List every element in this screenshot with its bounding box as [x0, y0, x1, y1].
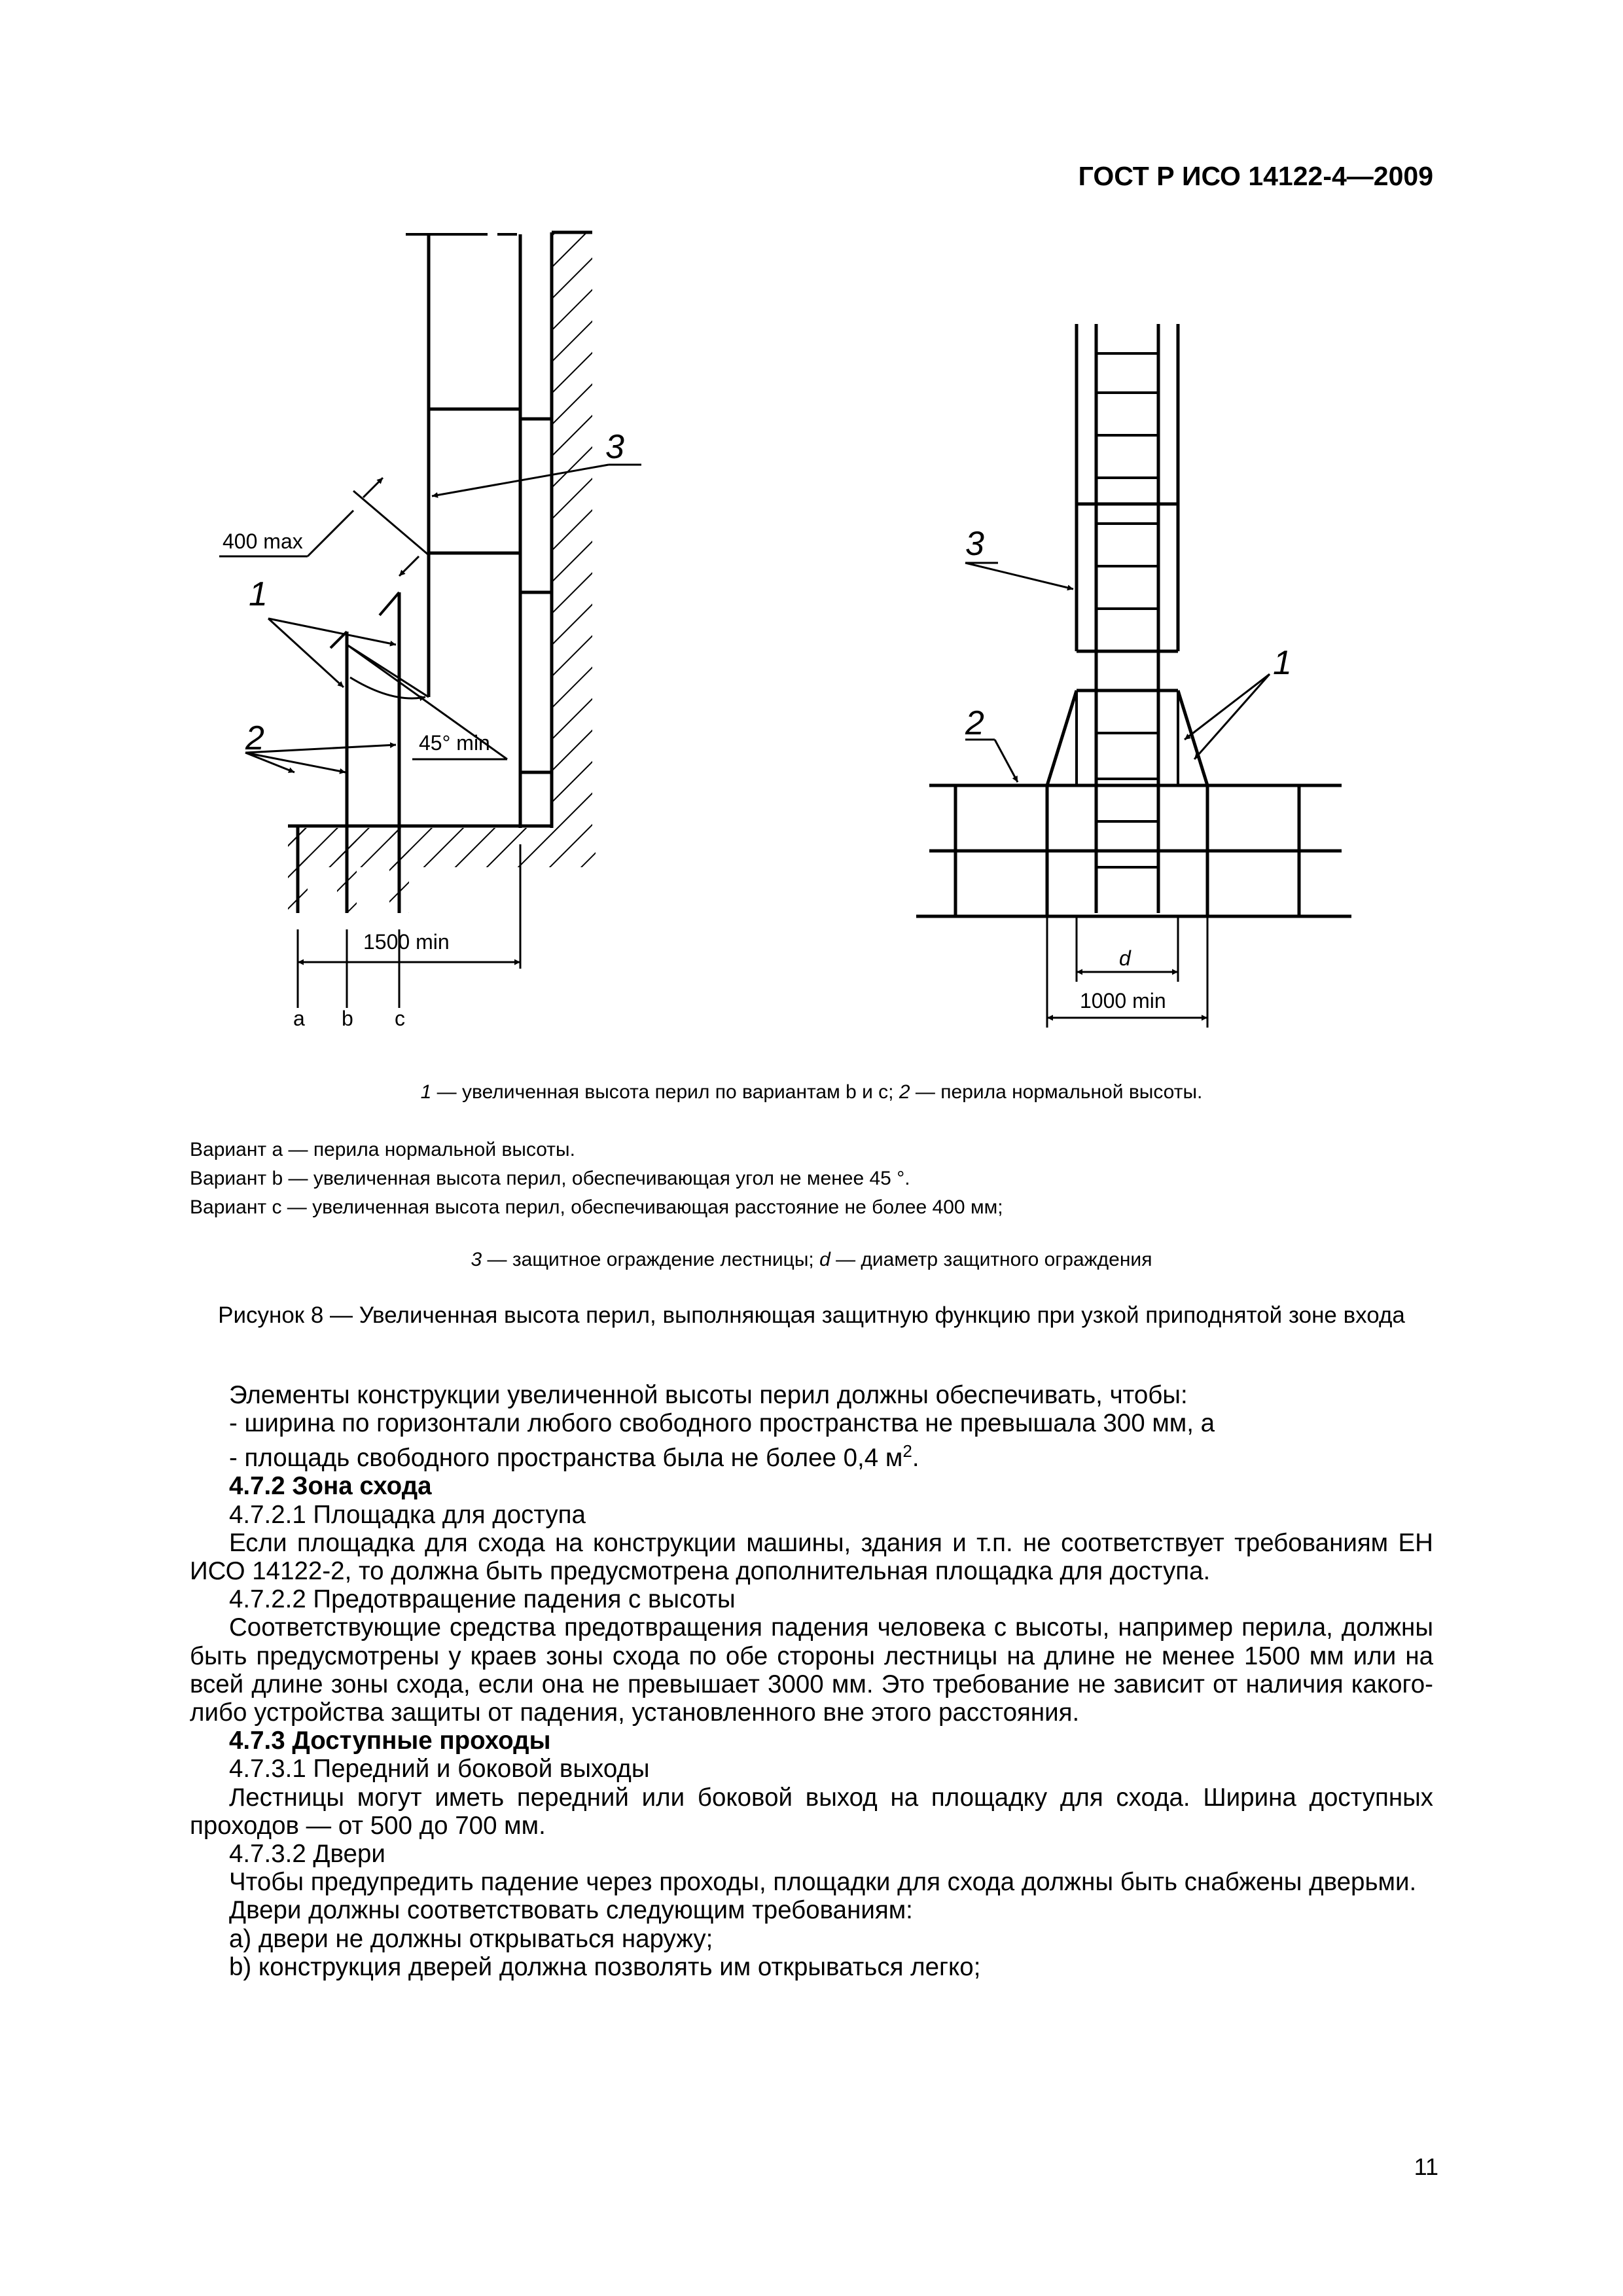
paragraph: Соответствующие средства предотвращения падения человека с высоты, например перила, должны быть предусмотрены у краев зоны схода по обе стороны лестницы на длине не менее 1500 мм или на всей длине зоны схода, если она не превышает 3000 мм. Это требование не зависит от наличия какого-либо устройства защиты от падения, установленного вне этого расстояния. [190, 1613, 1433, 1727]
list-item: b) конструкция дверей должна позволять им открываться легко; [229, 1952, 981, 1981]
subsection-heading-4-7-3-2: 4.7.3.2 Двери [229, 1840, 385, 1869]
left-variant-a: a [293, 1007, 305, 1030]
left-label-1: 1 [249, 575, 268, 613]
figure-title: Рисунок 8 — Увеличенная высота перил, выполняющая защитную функцию при узкой приподнятой зоне входа [218, 1302, 1405, 1328]
section-heading-4-7-3: 4.7.3 Доступные проходы [229, 1727, 551, 1755]
subsection-heading-4-7-2-2: 4.7.2.2 Предотвращение падения с высоты [229, 1585, 736, 1614]
page-number: 11 [1414, 2153, 1438, 2180]
left-variant-c: c [395, 1007, 405, 1030]
section-heading-4-7-2: 4.7.2 Зона схода [229, 1472, 432, 1501]
left-label-2: 2 [245, 719, 264, 757]
paragraph: Элементы конструкции увеличенной высоты перил должны обеспечивать, чтобы: [229, 1381, 1188, 1409]
variant-list [190, 1136, 1003, 1222]
subsection-heading-4-7-3-1: 4.7.3.1 Передний и боковой выходы [229, 1755, 650, 1784]
paragraph: Лестницы могут иметь передний или боковой выход на площадку для схода. Ширина доступных проходов — от 500 до 700 мм. [190, 1783, 1433, 1840]
right-drawing-labels [965, 525, 1292, 1013]
paragraph: Если площадка для схода на конструкции машины, здания и т.п. не соответствует требованиям ЕН ИСО 14122-2, то должна быть предусмотрена дополнительная площадка для доступа. [190, 1528, 1433, 1586]
left-dim-45-min: 45° min [419, 731, 490, 755]
right-dim-1000-min: 1000 min [1080, 989, 1166, 1013]
figure-8-drawing [0, 216, 1623, 1067]
document-header: ГОСТ Р ИСО 14122-4—2009 [1078, 161, 1433, 191]
legend-line-1: 1 — увеличенная высота перил по вариантам b и с; 2 — перила нормальной высоты. [420, 1081, 1203, 1103]
paragraph: Двери должны соответствовать следующим требованиям: [229, 1896, 913, 1925]
paragraph: Чтобы предупредить падение через проходы, площадки для схода должны быть снабжены дверьми. [229, 1868, 1417, 1897]
left-side-view [219, 232, 641, 1008]
list-item: - площадь свободного пространства была не более 0,4 $м^2$. [229, 1441, 919, 1473]
wall-hatch [552, 232, 592, 828]
left-variant-b: b [342, 1007, 353, 1030]
right-label-3: 3 [965, 525, 984, 563]
list-item: a) двери не должны открываться наружу; [229, 1924, 713, 1953]
right-dim-d: d [1119, 946, 1131, 970]
body-text [190, 1381, 1433, 1981]
right-label-1: 1 [1273, 644, 1292, 682]
legend-line-3: 3 — защитное ограждение лестницы; d — диаметр защитного ограждения [471, 1249, 1152, 1270]
left-dim-400-max: 400 max [223, 529, 303, 553]
variant-c-text: Вариант с — увеличенная высота перил, обеспечивающая расстояние не более 400 мм; [190, 1196, 1003, 1218]
variant-b-text: Вариант b — увеличенная высота перил, обеспечивающая угол не менее 45 °. [190, 1168, 910, 1189]
variant-a-text: Вариант а — перила нормальной высоты. [190, 1139, 575, 1160]
subsection-heading-4-7-2-1: 4.7.2.1 Площадка для доступа [229, 1500, 586, 1529]
left-label-3: 3 [605, 428, 624, 466]
right-label-2: 2 [965, 704, 984, 742]
list-item: - ширина по горизонтали любого свободного пространства не превышала 300 мм, а [229, 1409, 1215, 1438]
left-dim-1500-min: 1500 min [363, 930, 450, 954]
